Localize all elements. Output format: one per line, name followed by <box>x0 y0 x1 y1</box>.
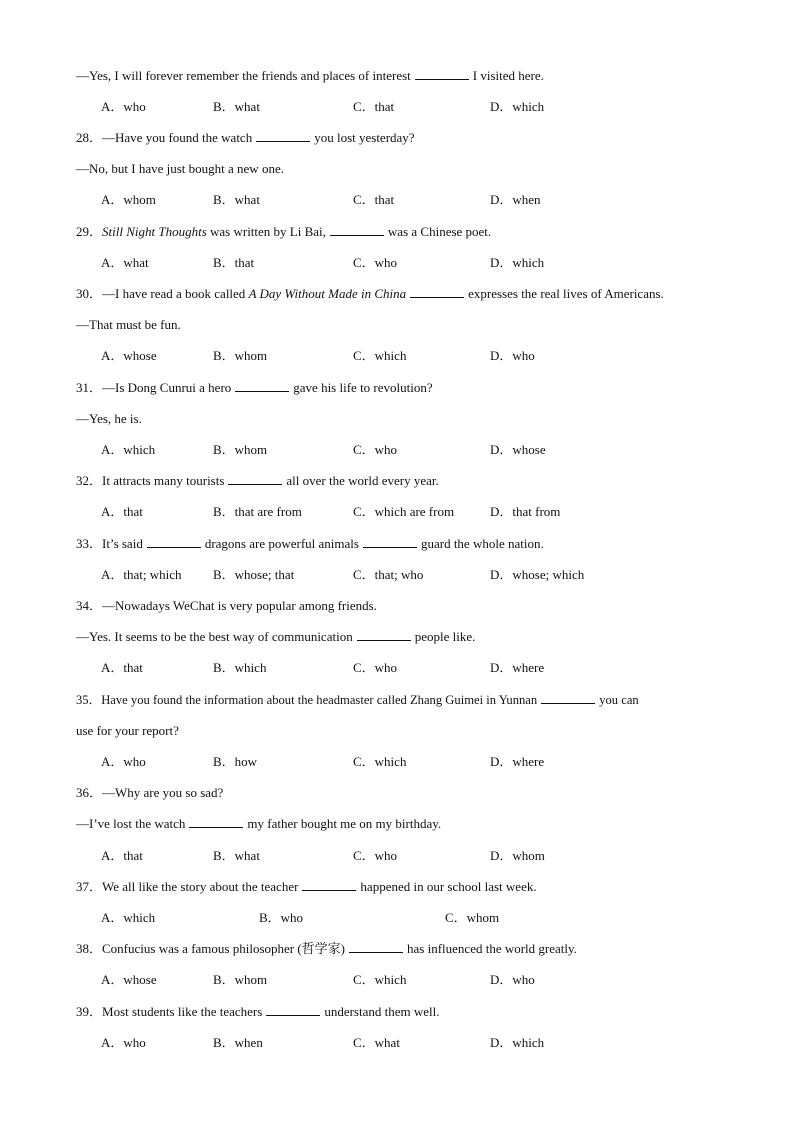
q29-blank[interactable] <box>330 224 384 236</box>
q29-option-a[interactable]: A．what <box>101 255 149 270</box>
q28-option-b[interactable]: B．what <box>213 192 260 207</box>
q35-option-b[interactable]: B．how <box>213 754 258 769</box>
q30-stem <box>76 286 664 302</box>
q32-options <box>101 504 761 520</box>
q29-title: Still Night Thoughts <box>102 224 207 239</box>
q27-option-d[interactable]: D．which <box>490 99 545 114</box>
q37-options <box>101 910 761 926</box>
q35-text-end: you can <box>599 693 639 707</box>
q30-option-a[interactable]: A．whose <box>101 348 157 363</box>
q39-text: Most students like the teachers <box>102 1004 263 1019</box>
q33-text-mid: dragons are powerful animals <box>204 536 359 551</box>
q38-text: Confucius was a famous philosopher (哲学家) <box>102 941 346 956</box>
q28-option-d[interactable]: D．when <box>490 192 541 207</box>
q28-reply: —No, but I have just bought a new one. <box>76 161 284 176</box>
q30-option-c[interactable]: C．which <box>353 348 407 363</box>
q32-blank[interactable] <box>228 473 282 485</box>
q38-blank[interactable] <box>349 941 403 953</box>
q31-options <box>101 442 761 458</box>
q35-options <box>101 754 761 770</box>
q34-reply-text: —Yes. It seems to be the best way of communication <box>76 629 353 644</box>
q27-option-a[interactable]: A．who <box>101 99 146 114</box>
q38-text-end: has influenced the world greatly. <box>407 941 577 956</box>
q28-text: —Have you found the watch <box>102 130 253 145</box>
q33-option-b[interactable]: B．whose; that <box>213 567 295 582</box>
q35-text: Have you found the information about the headmaster called Zhang Guimei in Yunnan <box>101 693 538 707</box>
q31-option-d[interactable]: D．whose <box>490 442 546 457</box>
q30-blank[interactable] <box>410 286 464 298</box>
q37-text-end: happened in our school last week. <box>360 879 537 894</box>
q38-option-a[interactable]: A．whose <box>101 972 157 987</box>
q36-blank[interactable] <box>189 816 243 828</box>
q34-option-c[interactable]: C．who <box>353 660 398 675</box>
q31-text-end: gave his life to revolution? <box>293 380 433 395</box>
q33-option-a[interactable]: A．that; which <box>101 567 182 582</box>
q36-option-c[interactable]: C．who <box>353 848 398 863</box>
q29-option-c[interactable]: C．who <box>353 255 398 270</box>
q36-option-b[interactable]: B．what <box>213 848 260 863</box>
q30-reply: —That must be fun. <box>76 317 181 332</box>
q35-option-c[interactable]: C．which <box>353 754 407 769</box>
q30-text-end: expresses the real lives of Americans. <box>468 286 664 301</box>
q35-blank[interactable] <box>541 692 595 704</box>
q34-options <box>101 660 761 676</box>
q31-text: —Is Dong Cunrui a hero <box>102 380 232 395</box>
q39-option-a[interactable]: A．who <box>101 1035 146 1050</box>
q28-number: 28． <box>76 130 103 145</box>
q28-options <box>101 192 761 208</box>
q35-number: 35． <box>76 693 102 707</box>
q30-options <box>101 348 761 364</box>
q33-text-end: guard the whole nation. <box>420 536 544 551</box>
q30-text: —I have read a book called <box>102 286 249 301</box>
q34-text: —Nowadays WeChat is very popular among friends. <box>102 598 377 613</box>
q39-option-d[interactable]: D．which <box>490 1035 545 1050</box>
q30-title: A Day Without Made in China <box>248 286 407 301</box>
q33-number: 33． <box>76 536 103 551</box>
q37-number: 37． <box>76 879 103 894</box>
q31-option-c[interactable]: C．who <box>353 442 398 457</box>
q39-blank[interactable] <box>266 1004 320 1016</box>
q36-reply <box>76 816 441 832</box>
q38-option-c[interactable]: C．which <box>353 972 407 987</box>
q31-stem <box>76 380 433 396</box>
q36-options <box>101 848 761 864</box>
q36-option-d[interactable]: D．whom <box>490 848 545 863</box>
q31-option-a[interactable]: A．which <box>101 442 156 457</box>
q27-text: —Yes, I will forever remember the friends and places of interest <box>76 68 411 83</box>
q34-blank[interactable] <box>357 629 411 641</box>
q29-number: 29． <box>76 224 103 239</box>
q28-option-c[interactable]: C．that <box>353 192 395 207</box>
q33-option-c[interactable]: C．that; who <box>353 567 424 582</box>
q31-reply: —Yes, he is. <box>76 411 142 426</box>
q27-options <box>101 99 761 115</box>
q32-option-d[interactable]: D．that from <box>490 504 561 519</box>
q28-blank[interactable] <box>256 130 310 142</box>
q32-option-c[interactable]: C．which are from <box>353 504 455 519</box>
q38-option-d[interactable]: D．who <box>490 972 535 987</box>
q27-option-b[interactable]: B．what <box>213 99 260 114</box>
q39-option-c[interactable]: C．what <box>353 1035 400 1050</box>
q34-option-d[interactable]: D．where <box>490 660 545 675</box>
q33-options <box>101 567 761 583</box>
q34-reply <box>76 629 475 645</box>
q31-option-b[interactable]: B．whom <box>213 442 268 457</box>
q34-option-b[interactable]: B．which <box>213 660 267 675</box>
q37-option-c[interactable]: C．whom <box>445 910 500 925</box>
q27-text-end: I visited here. <box>472 68 544 83</box>
q27-blank[interactable] <box>415 68 469 80</box>
q29-stem <box>76 224 491 240</box>
q32-stem <box>76 473 439 489</box>
q34-reply-end: people like. <box>414 629 476 644</box>
q35-stem <box>76 692 639 708</box>
q32-option-a[interactable]: A．that <box>101 504 143 519</box>
q33-text: It’s said <box>102 536 143 551</box>
q33-blank-2[interactable] <box>363 536 417 548</box>
q29-option-d[interactable]: D．which <box>490 255 545 270</box>
q28-text-end: you lost yesterday? <box>314 130 415 145</box>
q38-number: 38． <box>76 941 103 956</box>
q39-option-b[interactable]: B．when <box>213 1035 263 1050</box>
q33-blank-1[interactable] <box>147 536 201 548</box>
q39-options <box>101 1035 761 1051</box>
q36-number: 36． <box>76 785 103 800</box>
q37-option-b[interactable]: B．who <box>259 910 304 925</box>
q32-text: It attracts many tourists <box>102 473 225 488</box>
q39-stem <box>76 1004 440 1020</box>
q37-text: We all like the story about the teacher <box>102 879 299 894</box>
q32-number: 32． <box>76 473 103 488</box>
q34-stem <box>76 598 377 614</box>
q32-option-b[interactable]: B．that are from <box>213 504 302 519</box>
q35-text-cont: use for your report? <box>76 723 179 738</box>
q33-stem <box>76 536 544 552</box>
q38-stem <box>76 941 577 957</box>
q33-option-d[interactable]: D．whose; which <box>490 567 585 582</box>
q34-number: 34． <box>76 598 103 613</box>
q28-option-a[interactable]: A．whom <box>101 192 156 207</box>
q39-text-end: understand them well. <box>324 1004 440 1019</box>
q38-option-b[interactable]: B．whom <box>213 972 268 987</box>
q35-option-d[interactable]: D．where <box>490 754 545 769</box>
q30-option-d[interactable]: D．who <box>490 348 535 363</box>
q37-stem <box>76 879 537 895</box>
q31-blank[interactable] <box>235 380 289 392</box>
q30-number: 30． <box>76 286 103 301</box>
q32-text-end: all over the world every year. <box>286 473 439 488</box>
q35-option-a[interactable]: A．who <box>101 754 146 769</box>
q34-option-a[interactable]: A．that <box>101 660 143 675</box>
q27-option-c[interactable]: C．that <box>353 99 395 114</box>
q31-number: 31． <box>76 380 103 395</box>
q30-option-b[interactable]: B．whom <box>213 348 268 363</box>
q27-stem <box>76 68 544 84</box>
q36-option-a[interactable]: A．that <box>101 848 143 863</box>
q36-text: —Why are you so sad? <box>102 785 224 800</box>
q39-number: 39． <box>76 1004 103 1019</box>
q37-option-a[interactable]: A．which <box>101 910 156 925</box>
q38-options <box>101 972 761 988</box>
q36-reply-end: my father bought me on my birthday. <box>247 816 442 831</box>
q29-options <box>101 255 761 271</box>
q37-blank[interactable] <box>302 879 356 891</box>
q29-option-b[interactable]: B．that <box>213 255 255 270</box>
q28-stem <box>76 130 415 146</box>
q36-reply-text: —I’ve lost the watch <box>76 816 186 831</box>
q36-stem <box>76 785 223 801</box>
q29-text-end: was a Chinese poet. <box>387 224 492 239</box>
q29-text: was written by Li Bai, <box>206 224 326 239</box>
